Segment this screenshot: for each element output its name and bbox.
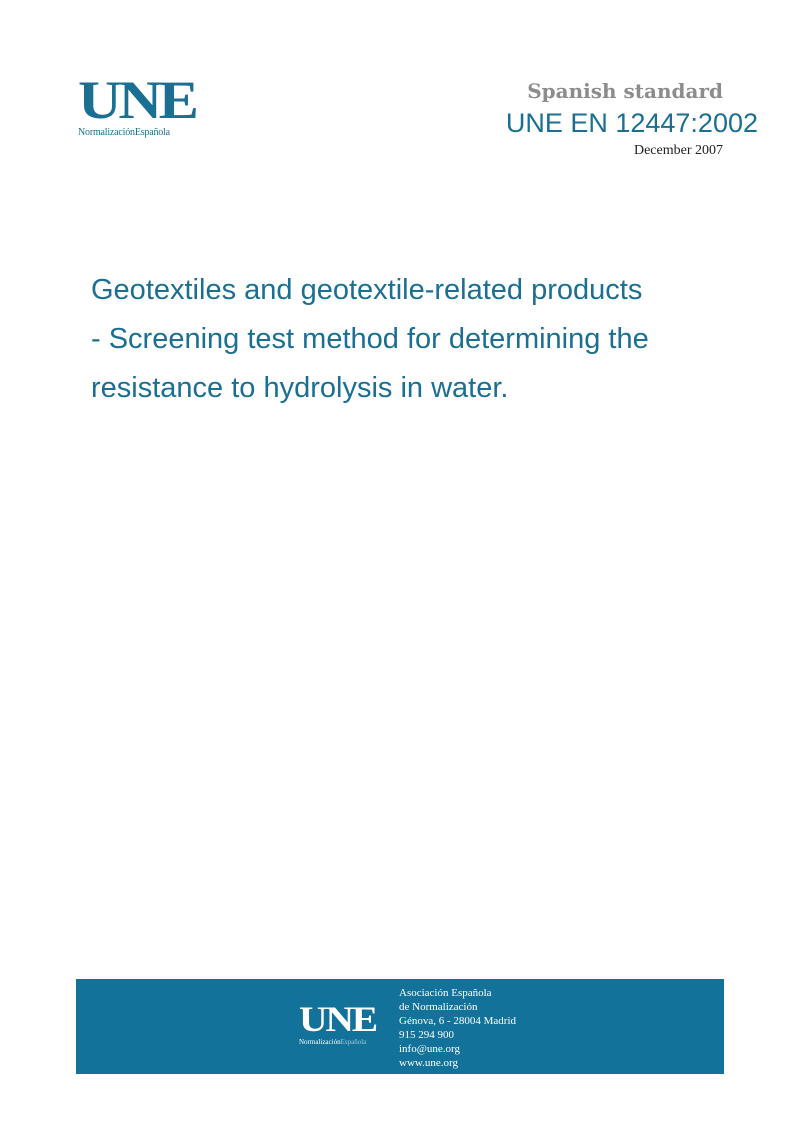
une-logo-mark: UNE <box>78 70 196 130</box>
standard-code: UNE EN 12447:2002 <box>505 108 758 138</box>
title-line: resistance to hydrolysis in water. <box>91 372 509 404</box>
org-address: Génova, 6 - 28004 Madrid <box>399 1015 517 1027</box>
footer-une-logo <box>299 999 389 1047</box>
org-name-line1: Asociación Española <box>399 987 492 999</box>
footer-band <box>76 979 724 1074</box>
title-line: Geotextiles and geotextile-related products <box>91 274 643 306</box>
une-logo <box>78 70 218 146</box>
org-name-line2: de Normalización <box>399 1001 478 1013</box>
footer-logo-sub-a: Normalización <box>299 1038 341 1046</box>
standard-kind: Spanish standard <box>527 79 723 103</box>
title-line: - Screening test method for determining the <box>91 323 649 355</box>
une-logo-subtitle: NormalizaciónEspañola <box>78 127 170 138</box>
publication-date: December 2007 <box>633 143 723 158</box>
document-title <box>91 266 741 413</box>
org-phone: 915 294 900 <box>399 1029 454 1041</box>
footer-contact-info <box>399 986 516 1070</box>
org-email[interactable]: info@une.org <box>399 1043 460 1055</box>
footer-logo-mark: UNE <box>299 999 377 1039</box>
footer-logo-subtitle <box>299 1038 389 1047</box>
org-website[interactable]: www.une.org <box>399 1057 458 1069</box>
footer-logo-sub-b: Española <box>340 1038 367 1046</box>
